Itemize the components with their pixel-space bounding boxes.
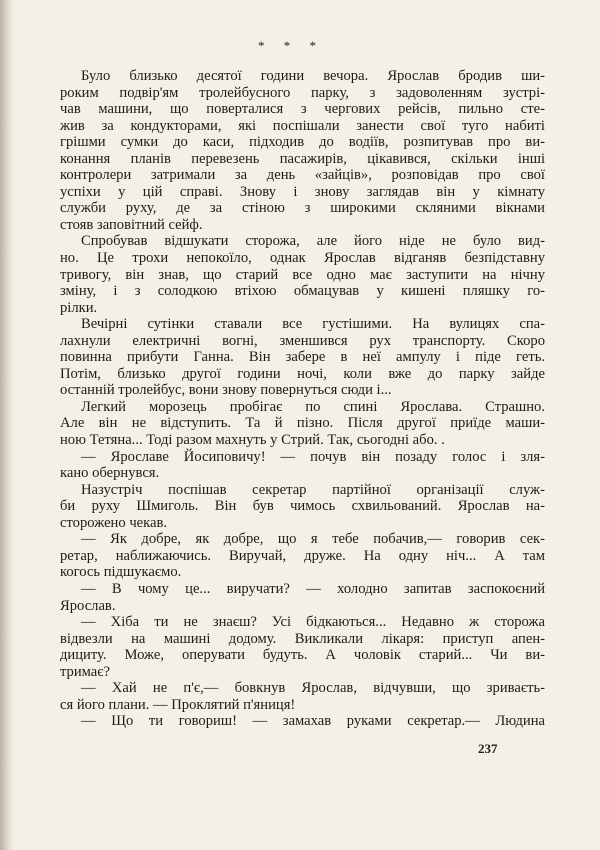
text-line: лахнули електричні вогні, зменшився рух транспорту. Скоро	[60, 332, 545, 349]
page-number: 237	[478, 741, 498, 756]
text-line: ся його плани. — Проклятий п'яниця!	[60, 696, 296, 713]
section-separator: * * *	[258, 38, 324, 53]
text-line: контролери затримали за день «зайців», розповідав про свої	[60, 167, 545, 184]
text-line: — В чому це... виручати? — холодно запитав заспокоєний	[81, 580, 545, 597]
page-edge-shadow	[0, 0, 14, 850]
text-line: тривогу, він знав, що старий все одно має заступити на нічну	[60, 266, 545, 283]
text-line: служби руху, де за стіною з широкими скляними вікнами	[60, 200, 545, 217]
text-line: чав машини, що поверталися з чергових рейсів, пильно сте-	[60, 101, 545, 118]
text-line: кано обернувся.	[60, 465, 160, 482]
text-line: сторожено чекав.	[60, 514, 168, 531]
text-line: когось підшукаємо.	[60, 564, 182, 581]
text-line: Потім, близько другої години ночі, коли вже до парку зайде	[60, 365, 545, 382]
text-line: грішми сумки до каси, підходив до водіїв, розпитував про ви-	[60, 134, 545, 151]
text-line: но. Це трохи непокоїло, однак Ярослав відганяв безпідставну	[60, 250, 545, 267]
text-line: би руху Шмиголь. Він був чимось схвильований. Ярослав на-	[60, 498, 545, 515]
text-line: конання планів перевезень пасажирів, цікавився, скільки інші	[60, 150, 545, 167]
text-line: ретар, наближаючись. Виручай, друже. На одну ніч... А там	[60, 547, 545, 564]
text-line: ною Тетяна... Тоді разом махнуть у Стрий. Так, сьогодні або. .	[60, 432, 445, 449]
text-line: Спробував відшукати сторожа, але його ніде не було вид-	[81, 233, 545, 250]
text-line: жив за кондукторами, які поспішали занести свої туго набиті	[60, 117, 545, 134]
text-line: — Хіба ти не знаєш? Усі бідкаються... Недавно ж сторожа	[81, 614, 545, 631]
text-line: Але він не відступить. Та й пізно. Після другої приїде маши-	[60, 415, 545, 432]
text-line: відвезли на машині додому. Викликали лікаря: приступ апен-	[60, 630, 545, 647]
text-line: Було близько десятої години вечора. Ярослав бродив ши-	[81, 68, 545, 84]
text-line: роким подвір'ям тролейбусного парку, з задоволенням зустрі-	[60, 84, 545, 101]
text-line: рілки.	[60, 299, 98, 316]
text-line: Ярослав.	[60, 597, 116, 614]
text-line: — Хай не п'є,— бовкнув Ярослав, відчувши, що зриваєть-	[81, 680, 545, 697]
body-text	[60, 68, 545, 730]
text-line: тримає?	[60, 663, 111, 680]
text-line: Легкий морозець пробігає по спині Ярослава. Страшно.	[81, 398, 545, 415]
text-line: Вечірні сутінки ставали все густішими. На вулицях спа-	[81, 316, 545, 333]
text-line: повинна прибути Ганна. Він забере в неї ампулу і піде геть.	[60, 349, 545, 366]
text-line: — Як добре, як добре, що я тебе побачив,— говорив сек-	[81, 531, 545, 548]
text-line: успіхи у цій справі. Знову і знову заглядав він у кімнату	[60, 183, 545, 200]
text-line: дициту. Може, оперувати будуть. А чоловік старий... Чи ви-	[60, 647, 545, 664]
text-line: зміну, і з солодкою втіхою обмацував у кишені пляшку го-	[60, 283, 545, 300]
text-line: — Що ти говориш! — замахав руками секретар.— Людина	[81, 713, 545, 730]
text-line: Назустріч поспішав секретар партійної організації служ-	[81, 481, 545, 498]
text-line: стояв заповітний сейф.	[60, 216, 203, 233]
text-line: — Ярославе Йосиповичу! — почув він позаду голос і зля-	[81, 448, 545, 465]
text-line: останній тролейбус, вони знову повернуться сюди і...	[60, 382, 392, 399]
